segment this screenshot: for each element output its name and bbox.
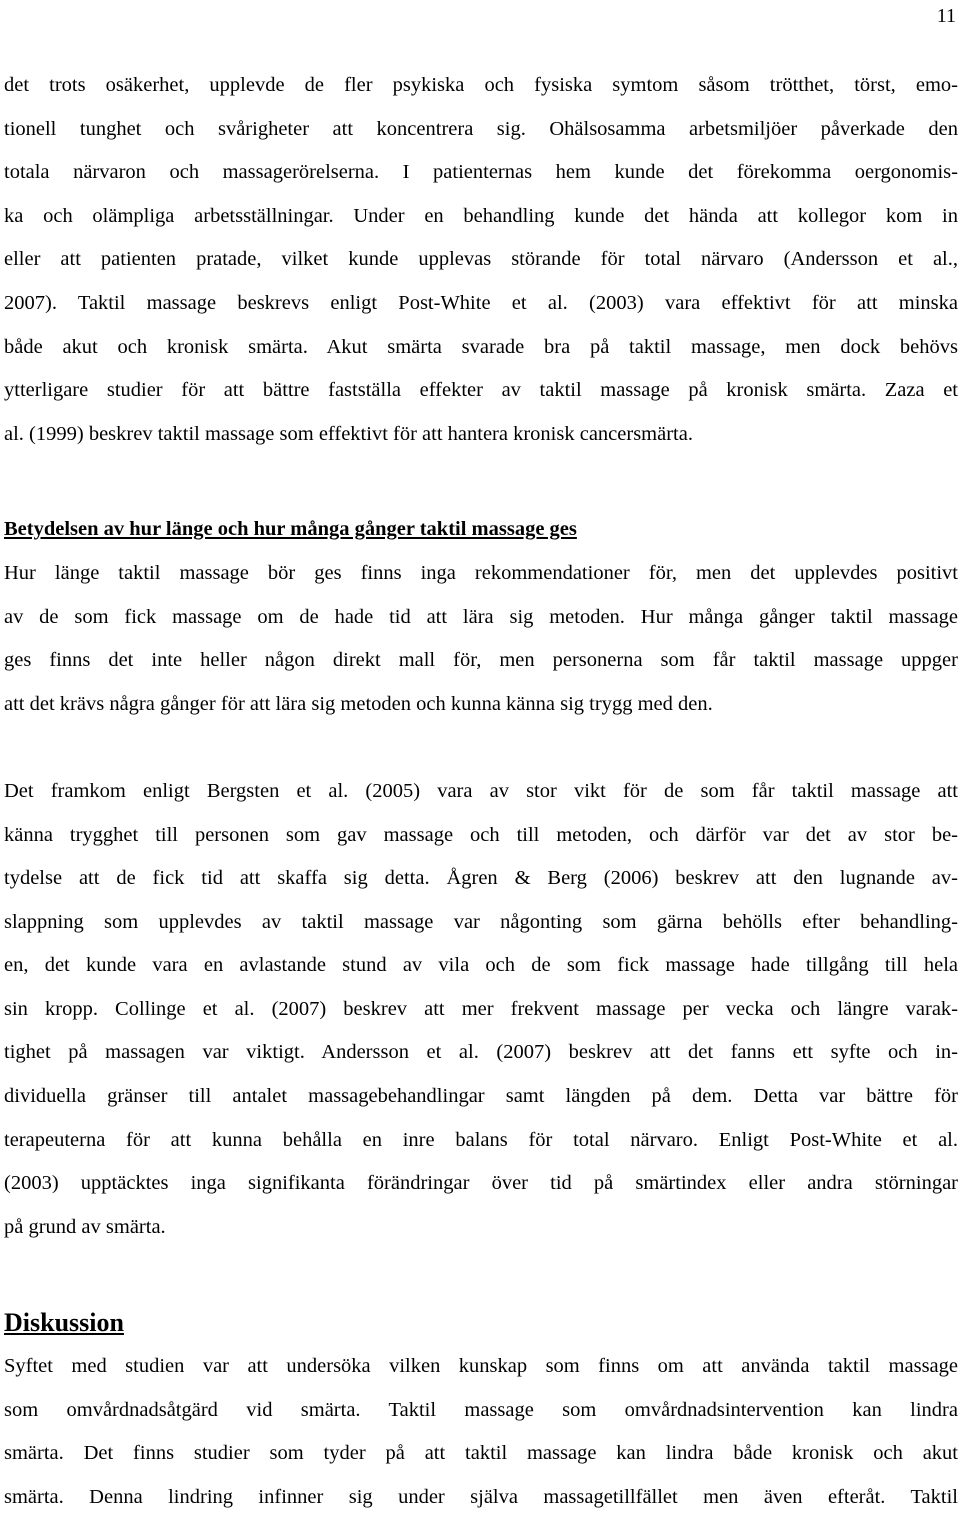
text-line: slappning som upplevdes av taktil massage var någonting som gärna behölls efter behandling- bbox=[4, 910, 958, 933]
text-line: att det krävs några gånger för att lära sig metoden och kunna känna sig trygg med den. bbox=[4, 692, 713, 715]
text-line: det trots osäkerhet, upplevde de fler psykiska och fysiska symtom såsom trötthet, törst, emo- bbox=[4, 74, 958, 96]
text-line: terapeuterna för att kunna behålla en inre balans för total närvaro. Enligt Post-White et al. bbox=[4, 1128, 958, 1151]
text-line: tionell tunghet och svårigheter att koncentrera sig. Ohälsosamma arbetsmiljöer påverkade den bbox=[4, 117, 958, 140]
text-line: både akut och kronisk smärta. Akut smärta svarade bra på taktil massage, men dock behövs bbox=[4, 335, 958, 358]
paragraph-duration bbox=[4, 552, 958, 726]
paragraph-spacer bbox=[4, 726, 958, 770]
text-line: tydelse att de fick tid att skaffa sig detta. Ågren & Berg (2006) beskrev att den lugnande av- bbox=[4, 867, 958, 890]
text-line: smärta. Denna lindring infinner sig under själva massagetillfället men även efteråt. Taktil bbox=[4, 1485, 958, 1508]
text-line: eller att patienten pratade, vilket kunde upplevas störande för total närvaro (Andersson et al., bbox=[4, 248, 958, 271]
text-line: tighet på massagen var viktigt. Andersson et al. (2007) beskrev att det fanns ett syfte och in- bbox=[4, 1041, 958, 1064]
section-spacer bbox=[4, 456, 958, 508]
text-line: sin kropp. Collinge et al. (2007) beskrev att mer frekvent massage per vecka och längre varak- bbox=[4, 997, 958, 1020]
text-line: som omvårdnadsåtgärd vid smärta. Taktil massage som omvårdnadsintervention kan lindra bbox=[4, 1398, 958, 1421]
text-line: 2007). Taktil massage beskrevs enligt Post-White et al. (2003) vara effektivt för att minska bbox=[4, 291, 958, 314]
text-line: ytterligare studier för att bättre fastställa effekter av taktil massage på kronisk smärta. Zaza et bbox=[4, 379, 958, 402]
text-line: Hur länge taktil massage bör ges finns inga rekommendationer för, men det upplevdes positivt bbox=[4, 561, 958, 584]
paragraph-intro bbox=[4, 64, 958, 456]
text-line: på grund av smärta. bbox=[4, 1215, 166, 1238]
section-heading-duration: Betydelsen av hur länge och hur många gånger taktil massage ges bbox=[4, 518, 577, 541]
text-line: Syftet med studien var att undersöka vilken kunskap som finns om att använda taktil massage bbox=[4, 1355, 958, 1378]
section-spacer bbox=[4, 1249, 958, 1301]
text-line: ges finns det inte heller någon direkt mall för, men personerna som får taktil massage uppger bbox=[4, 649, 958, 672]
text-line: (2003) upptäcktes inga signifikanta förändringar över tid på smärtindex eller andra störningar bbox=[4, 1172, 958, 1195]
paragraph-discussion bbox=[4, 1345, 958, 1519]
text-line: smärta. Det finns studier som tyder på att taktil massage kan lindra både kronisk och akut bbox=[4, 1442, 958, 1465]
section-heading-discussion: Diskussion bbox=[4, 1308, 124, 1338]
text-line: av de som fick massage om de hade tid att lära sig metoden. Hur många gånger taktil massage bbox=[4, 605, 958, 628]
paragraph-trust bbox=[4, 770, 958, 1250]
text-line: ka och olämpliga arbetsställningar. Under en behandling kunde det hända att kollegor kom in bbox=[4, 204, 958, 227]
text-line: Det framkom enligt Bergsten et al. (2005) vara av stor vikt för de som får taktil massage att bbox=[4, 779, 958, 802]
text-line: en, det kunde vara en avlastande stund av vila och de som fick massage hade tillgång till hela bbox=[4, 954, 958, 977]
text-line: totala närvaron och massagerörelserna. I patienternas hem kunde det förekomma oergonomis- bbox=[4, 161, 958, 184]
text-line: al. (1999) beskrev taktil massage som effektivt för att hantera kronisk cancersmärta. bbox=[4, 422, 693, 445]
text-line: dividuella gränser till antalet massagebehandlingar samt längden på dem. Detta var bättre för bbox=[4, 1085, 958, 1108]
text-line: känna trygghet till personen som gav massage och till metoden, och därför var det av stor be- bbox=[4, 823, 958, 846]
document-body bbox=[4, 64, 958, 1519]
page-number: 11 bbox=[936, 5, 956, 27]
